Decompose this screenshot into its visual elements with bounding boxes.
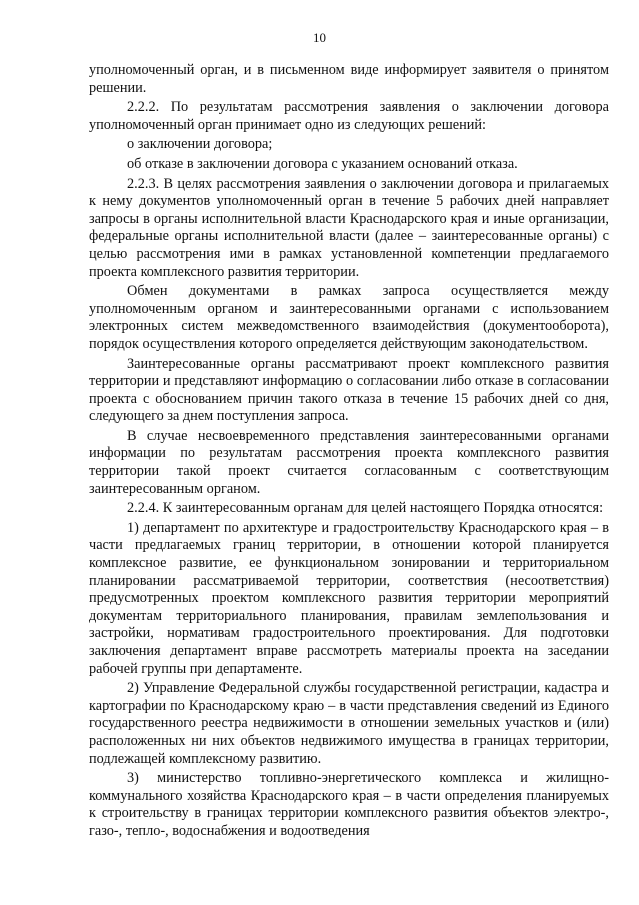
- list-item-2-rosreestr: 2) Управление Федеральной службы государственной регистрации, кадастра и картографии по Краснодарскому краю – в части представления сведений из Единого государственного реестра недвижимости в отношении земельных участков и (или) расположенных ни них объектов недвижимого имущества в границах территории, подлежащей комплексному развитию.: [89, 680, 609, 767]
- paragraph-2-2-4: 2.2.4. К заинтересованным органам для целей настоящего Порядка относятся:: [127, 500, 604, 517]
- list-item-1-architecture-department: 1) департамент по архитектуре и градостроительству Краснодарского края – в части предлагаемых границ территории, в отношении которой планируется комплексное развитие, ее функциональном зонировании и территориальном планировании рассматриваемой территории, соответствия (несоответствия) предусмотренных проектом комплексного развития территории мероприятий документам территориального планирования, правилам землепользования и застройки, нормативам градостроительного проектирования. Для подготовки заключения департамент вправе рассмотреть материалы проекта на заседании рабочей группы при департаменте.: [89, 519, 609, 677]
- paragraph-review-period: Заинтересованные органы рассматривают проект комплексного развития территории и представляют информацию о согласовании либо отказе в согласовании проекта с обоснованием причин такого отказа в течение 15 рабочих дней со дня, следующего за днем поступления запроса.: [89, 355, 609, 425]
- page-number: 10: [313, 30, 326, 45]
- paragraph-decision-conclude: о заключении договора;: [127, 136, 273, 153]
- paragraph-decision-refuse: об отказе в заключении договора с указанием оснований отказа.: [127, 155, 518, 172]
- paragraph-document-exchange: Обмен документами в рамках запроса осуществляется между уполномоченным органом и заинтересованными органами с использованием электронных систем межведомственного взаимодействия (документооборота), порядок осуществления которого определяется действующим законодательством.: [89, 283, 609, 352]
- paragraph-late-response: В случае несвоевременного представления заинтересованными органами информации по результатам рассмотрения проекта комплексного развития территории такой проект считается согласованным с соответствующим заинтересованным органом.: [89, 427, 609, 497]
- list-item-3-energy-ministry: 3) министерство топливно-энергетического комплекса и жилищно-коммунального хозяйства Краснодарского края – в части определения планируемых к строительству в границах территории комплексного развития объектов электро-, газо-, тепло-, водоснабжения и водоотведения: [89, 770, 609, 839]
- paragraph-continuation: уполномоченный орган, и в письменном виде информирует заявителя о принятом решении.: [89, 62, 609, 96]
- paragraph-2-2-3: 2.2.3. В целях рассмотрения заявления о заключении договора и прилагаемых к нему документов уполномоченный орган в течение 5 рабочих дней направляет запросы в органы исполнительной власти Краснодарского края и иные организации, федеральные органы исполнительной власти (далее – заинтересованные органы) с целью рассмотрения ими в рамках установленной компетенции предлагаемого проекта комплексного развития территории.: [89, 175, 609, 280]
- paragraph-2-2-2: 2.2.2. По результатам рассмотрения заявления о заключении договора уполномоченный орган принимает одно из следующих решений:: [89, 99, 609, 133]
- document-body: [89, 62, 609, 843]
